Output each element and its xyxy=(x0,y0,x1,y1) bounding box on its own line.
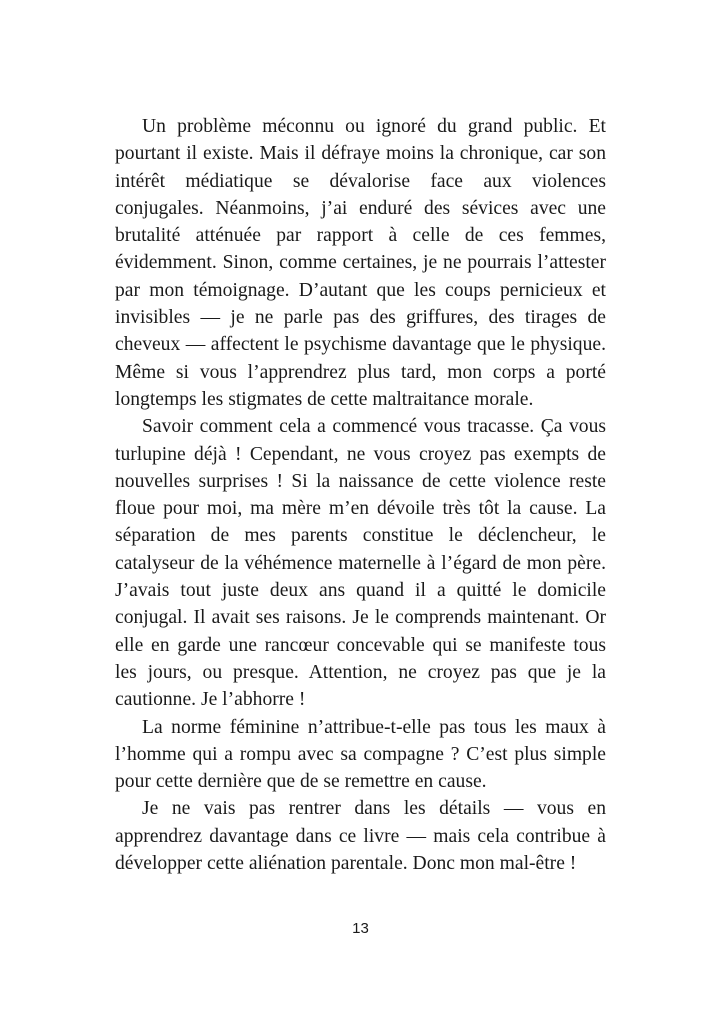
paragraph-3: La norme féminine n’attribue-t-elle pas tous les maux à l’homme qui a rompu avec sa compagne ? C’est plus simple pour cette dernière que de se remettre en cause. xyxy=(115,716,606,793)
paragraph-1: Un problème méconnu ou ignoré du grand public. Et pourtant il existe. Mais il défraye moins la chronique, car son intérêt médiatique se dévalorise face aux violences conjugales. Néanmoins, j’ai enduré des sévices avec une brutalité atténuée par rapport à celle de ces femmes, évidemment. Sinon, comme certaines, je ne pourrais l’attester par mon témoignage. D’autant que les coups pernicieux et invisibles — je ne parle pas des griffures, des tirages de cheveux — affectent le psychisme davantage que le physique. Même si vous l’apprendrez plus tard, mon corps a porté longtemps les stigmates de cette maltraitance morale. xyxy=(115,116,606,410)
paragraph-4: Je ne vais pas rentrer dans les détails — vous en apprendrez davantage dans ce livre — mais cela contribue à développer cette aliénation parentale. Donc mon mal-être ! xyxy=(115,798,606,875)
paragraph-2: Savoir comment cela a commencé vous tracasse. Ça vous turlupine déjà ! Cependant, ne vous croyez pas exempts de nouvelles surprises ! Si la naissance de cette violence reste floue pour moi, ma mère m’en dévoile très tôt la cause. La séparation de mes parents constitue le déclencheur, le catalyseur de la véhémence maternelle à l’égard de mon père. J’avais tout juste deux ans quand il a quitté le domicile conjugal. Il avait ses raisons. Je le comprends maintenant. Or elle en garde une rancœur concevable qui se manifeste tous les jours, ou presque. Attention, ne croyez pas que je la cautionne. Je l’abhorre ! xyxy=(115,416,606,711)
page-number: 13 xyxy=(352,920,369,937)
body-text xyxy=(115,113,606,877)
